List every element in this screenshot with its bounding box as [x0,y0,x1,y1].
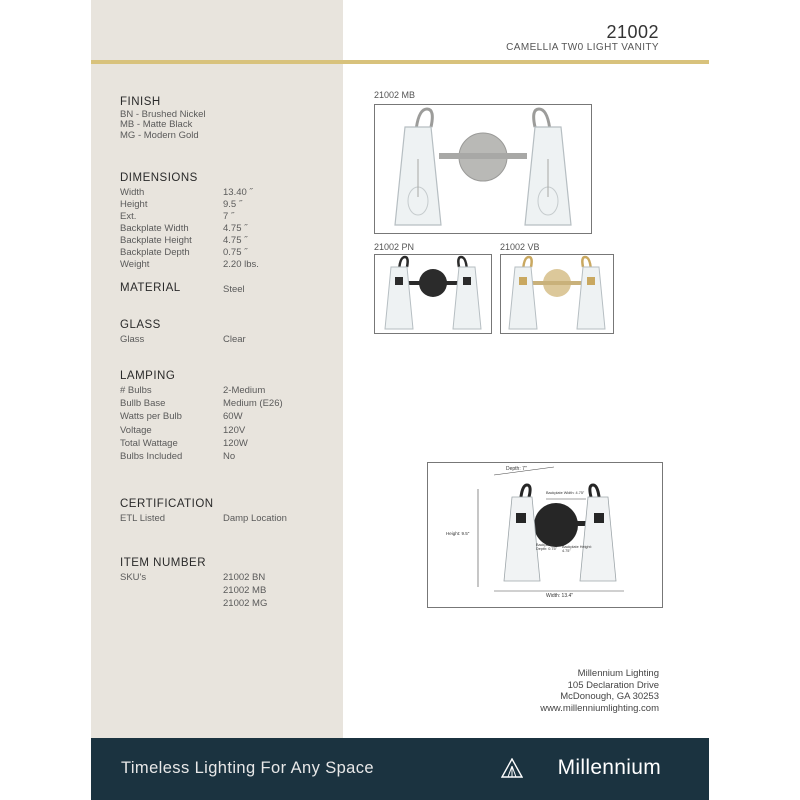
lamping-label: Voltage [120,425,152,436]
model-number: 21002 [606,22,659,42]
certification-heading: CERTIFICATION [120,498,214,510]
backplate-height-label: Backplate Height: 4.75" [562,545,592,553]
dim-value: 7 ˝ [223,211,235,222]
lamping-heading: LAMPING [120,370,176,382]
dim-label: Backplate Width [120,223,189,234]
sku-value: 21002 BN [223,572,266,583]
backplate-depth-label: Backplate Depth: 0.75" [536,543,557,551]
item-number-heading: ITEM NUMBER [120,557,206,569]
lamping-label: Watts per Bulb [120,411,182,422]
backplate-width-label: Backplate Width: 4.75" [546,491,585,495]
dim-value: 13.40 ˝ [223,187,253,198]
depth-label: Depth: 7" [506,466,527,472]
glass-value: Clear [223,334,246,345]
lamping-value: 60W [223,411,243,422]
dim-label: Ext. [120,211,137,222]
finish-heading: FINISH [120,96,161,108]
millennium-logo-icon [501,758,523,778]
gold-rule [91,60,709,64]
dim-value: 2.20 lbs. [223,259,259,270]
main-photo-label: 21002 MB [374,90,416,100]
sku-value: 21002 MB [223,585,267,596]
pn-photo-label: 21002 PN [374,242,415,252]
dim-value: 9.5 ˝ [223,199,243,210]
lamping-value: 2-Medium [223,385,266,396]
lamping-value: 120W [223,438,248,449]
company-name: Millennium Lighting [577,668,659,679]
product-name: CAMELLIA TW0 LIGHT VANITY [506,42,659,53]
dim-label: Weight [120,259,150,270]
dim-value: 4.75 ˝ [223,235,248,246]
lamping-label: Total Wattage [120,438,178,449]
lamping-value: 120V [223,425,246,436]
sku-value: 21002 MG [223,598,268,609]
vb-photo-label: 21002 VB [500,242,540,252]
material-heading: MATERIAL [120,282,181,294]
lamping-label: Bulbs Included [120,451,183,462]
brand-name: Millennium [557,756,661,779]
street-address: 105 Declaration Drive [567,680,659,691]
dim-value: 0.75 ˝ [223,247,248,258]
dim-label: Height [120,199,148,210]
lamping-value: Medium (E26) [223,398,283,409]
height-label: Height: 9.5" [446,531,470,536]
finish-option: MG - Modern Gold [120,130,199,141]
certification-label: ETL Listed [120,513,166,524]
glass-heading: GLASS [120,319,161,331]
pn-product-photo [374,254,492,334]
finish-option: BN - Brushed Nickel [120,109,206,120]
sku-label: SKU's [120,572,147,583]
material-value: Steel [223,284,245,295]
certification-value: Damp Location [223,513,287,524]
dim-value: 4.75 ˝ [223,223,248,234]
footer-bar [91,738,709,800]
tagline: Timeless Lighting For Any Space [121,759,374,777]
website-link[interactable]: www.millenniumlighting.com [540,703,659,714]
dimension-diagram [427,462,663,608]
dim-label: Width [120,187,145,198]
dimensions-heading: DIMENSIONS [120,172,198,184]
lamping-value: No [223,451,236,462]
finish-option: MB - Matte Black [120,119,193,130]
glass-label: Glass [120,334,145,345]
lamping-label: Bullb Base [120,398,166,409]
city-address: McDonough, GA 30253 [560,691,659,702]
dim-label: Backplate Height [120,235,192,246]
vb-product-photo [500,254,614,334]
dim-label: Backplate Depth [120,247,190,258]
lamping-label: # Bulbs [120,385,152,396]
main-product-photo [374,104,592,234]
width-label: Width: 13.4" [546,593,574,599]
